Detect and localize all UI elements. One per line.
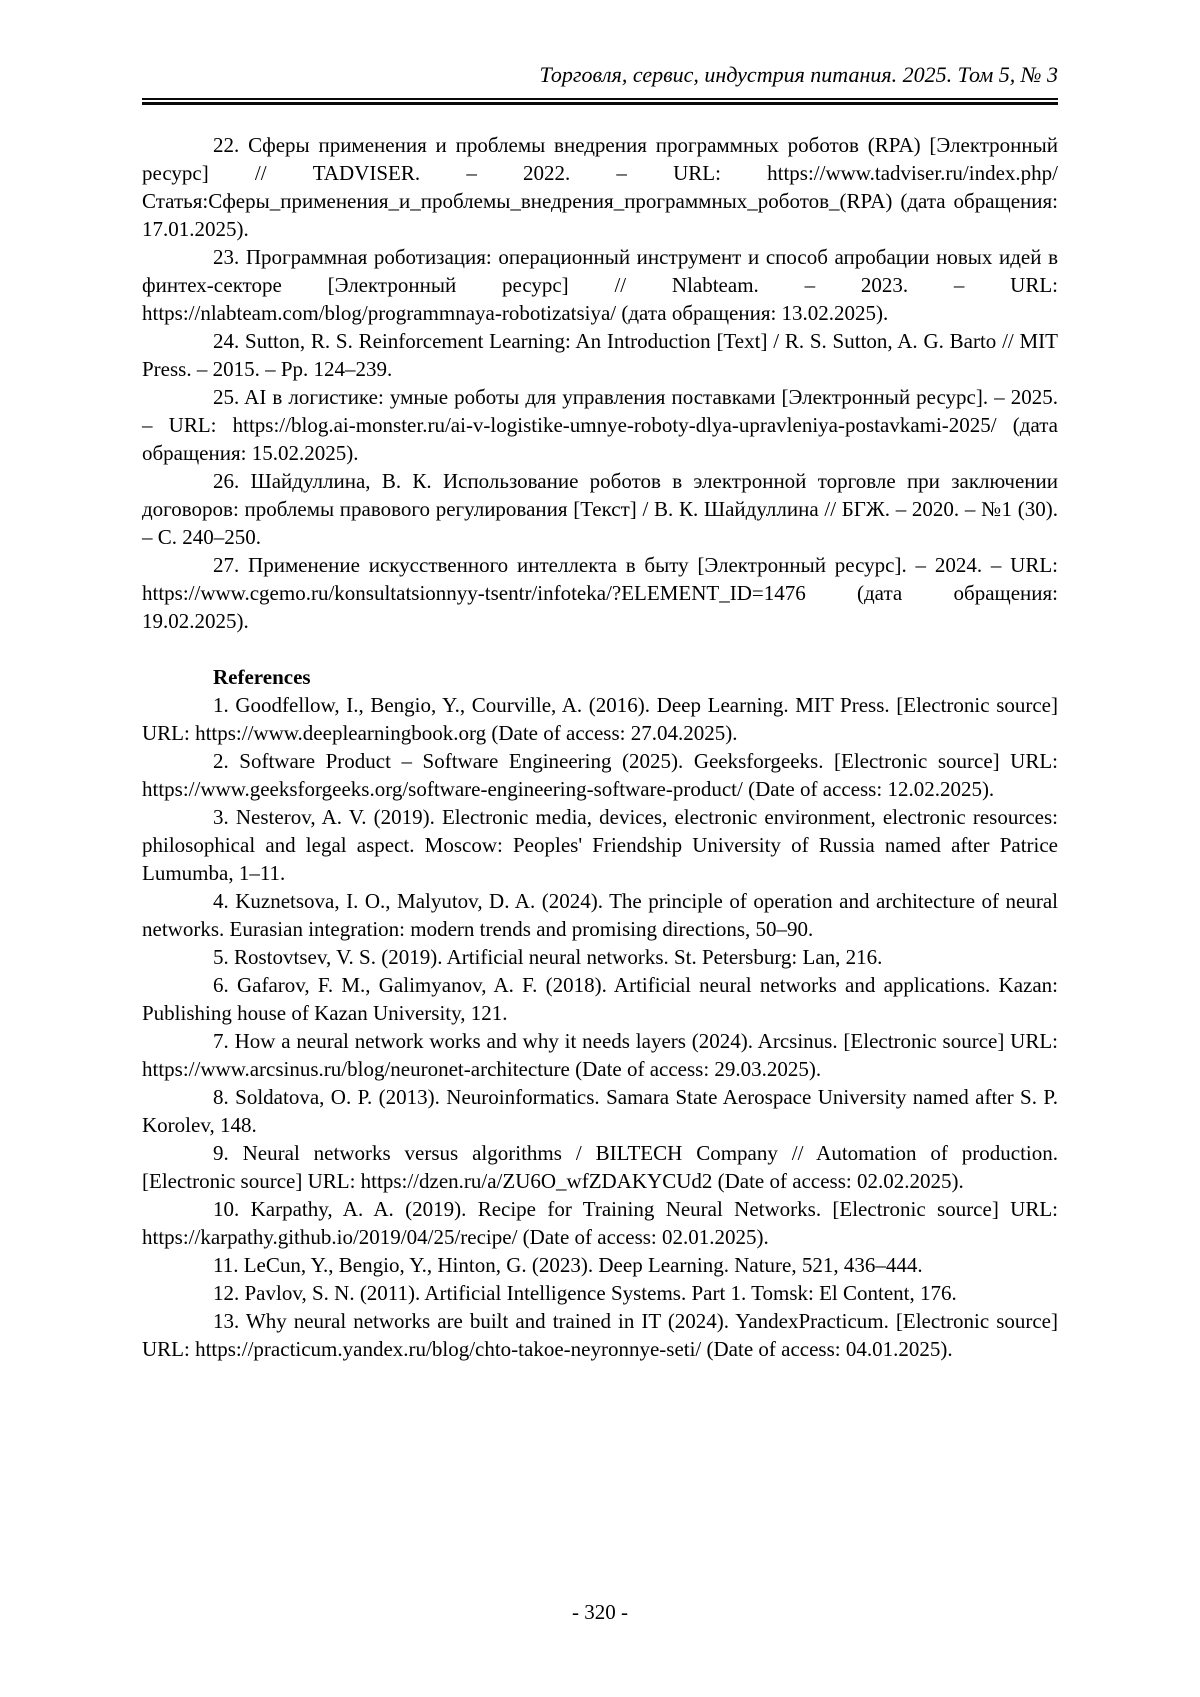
reference-item-en-1: 1. Goodfellow, I., Bengio, Y., Courville, A. (2016). Deep Learning. MIT Press. [Electronic source] URL: https://www.deeplearningbook.org (Date of access: 27.04.2025).: [142, 693, 1058, 745]
reference-item-en-7: 7. How a neural network works and why it needs layers (2024). Arcsinus. [Electronic source] URL: https://www.arcsinus.ru/blog/neuronet-architecture (Date of access: 29.03.2025).: [142, 1029, 1058, 1081]
reference-item-ru-27: 27. Применение искусственного интеллекта в быту [Электронный ресурс]. – 2024. – URL: https://www.cgemo.ru/konsultatsionnyy-tsentr/infoteka/?ELEMENT_ID=1476 (дата обращения: 19.02.2025).: [142, 553, 1058, 633]
reference-item-en-9: 9. Neural networks versus algorithms / BILTECH Company // Automation of production. [Electronic source] URL: https://dzen.ru/a/ZU6O_wfZDAKYCUd2 (Date of access: 02.02.2025).: [142, 1141, 1058, 1193]
reference-item-en-13: 13. Why neural networks are built and trained in IT (2024). YandexPracticum. [Electronic source] URL: https://practicum.yandex.ru/blog/chto-takoe-neyronnye-seti/ (Date of access: 04.01.2025).: [142, 1309, 1058, 1361]
header-rule: [142, 98, 1058, 105]
reference-item-ru-22: 22. Сферы применения и проблемы внедрения программных роботов (RPA) [Электронный ресурс] // TADVISER. – 2022. – URL: https://www.tadviser.ru/index.php/Статья:Сферы_применения_и_проблемы_внедрения_программных_роботов_(RPA) (дата обращения: 17.01.2025).: [142, 133, 1058, 241]
page-number: - 320 -: [572, 1600, 628, 1624]
reference-item-en-11: 11. LeCun, Y., Bengio, Y., Hinton, G. (2023). Deep Learning. Nature, 521, 436–444.: [213, 1253, 923, 1277]
journal-title: Торговля, сервис, индустрия питания. 2025. Том 5, № 3: [539, 62, 1058, 87]
section-spacer: [142, 635, 1058, 663]
reference-item-en-8: 8. Soldatova, O. P. (2013). Neuroinformatics. Samara State Aerospace University named after S. P. Korolev, 148.: [142, 1085, 1058, 1137]
reference-item-ru-26: 26. Шайдуллина, В. К. Использование роботов в электронной торговле при заключении договоров: проблемы правового регулирования [Текст] / В. К. Шайдуллина // БГЖ. – 2020. – №1 (30). – С. 240–250.: [142, 469, 1058, 549]
reference-item-en-2: 2. Software Product – Software Engineering (2025). Geeksforgeeks. [Electronic source] URL: https://www.geeksforgeeks.org/software-engineering-software-product/ (Date of access: 12.02.2025).: [142, 749, 1058, 801]
reference-item-en-10: 10. Karpathy, A. A. (2019). Recipe for Training Neural Networks. [Electronic source] URL: https://karpathy.github.io/2019/04/25/recipe/ (Date of access: 02.01.2025).: [142, 1197, 1058, 1249]
reference-item-en-6: 6. Gafarov, F. M., Galimyanov, A. F. (2018). Artificial neural networks and applications. Kazan: Publishing house of Kazan University, 121.: [142, 973, 1058, 1025]
reference-item-ru-23: 23. Программная роботизация: операционный инструмент и способ апробации новых идей в финтех-секторе [Электронный ресурс] // Nlabteam. – 2023. – URL: https://nlabteam.com/blog/programmnaya-robotizatsiya/ (дата обращения: 13.02.2025).: [142, 245, 1058, 325]
references-body: [142, 131, 1058, 1363]
reference-item-ru-25: 25. AI в логистике: умные роботы для управления поставками [Электронный ресурс]. – 2025. – URL: https://blog.ai-monster.ru/ai-v-logistike-umnye-roboty-dlya-upravleniya-postavkami-2025/ (дата обращения: 15.02.2025).: [142, 385, 1058, 465]
reference-item-en-12: 12. Pavlov, S. N. (2011). Artificial Intelligence Systems. Part 1. Tomsk: El Content, 176.: [213, 1281, 957, 1305]
reference-item-en-4: 4. Kuznetsova, I. O., Malyutov, D. A. (2024). The principle of operation and architecture of neural networks. Eurasian integration: modern trends and promising directions, 50–90.: [142, 889, 1058, 941]
references-heading: References: [213, 665, 311, 689]
reference-item-ru-24: 24. Sutton, R. S. Reinforcement Learning: An Introduction [Text] / R. S. Sutton, A. G. Barto // MIT Press. – 2015. – Pp. 124–239.: [142, 329, 1058, 381]
reference-item-en-3: 3. Nesterov, A. V. (2019). Electronic media, devices, electronic environment, electronic resources: philosophical and legal aspect. Moscow: Peoples' Friendship University of Russia named after Patrice Lumumba, 1–11.: [142, 805, 1058, 885]
reference-item-en-5: 5. Rostovtsev, V. S. (2019). Artificial neural networks. St. Petersburg: Lan, 216.: [213, 945, 883, 969]
